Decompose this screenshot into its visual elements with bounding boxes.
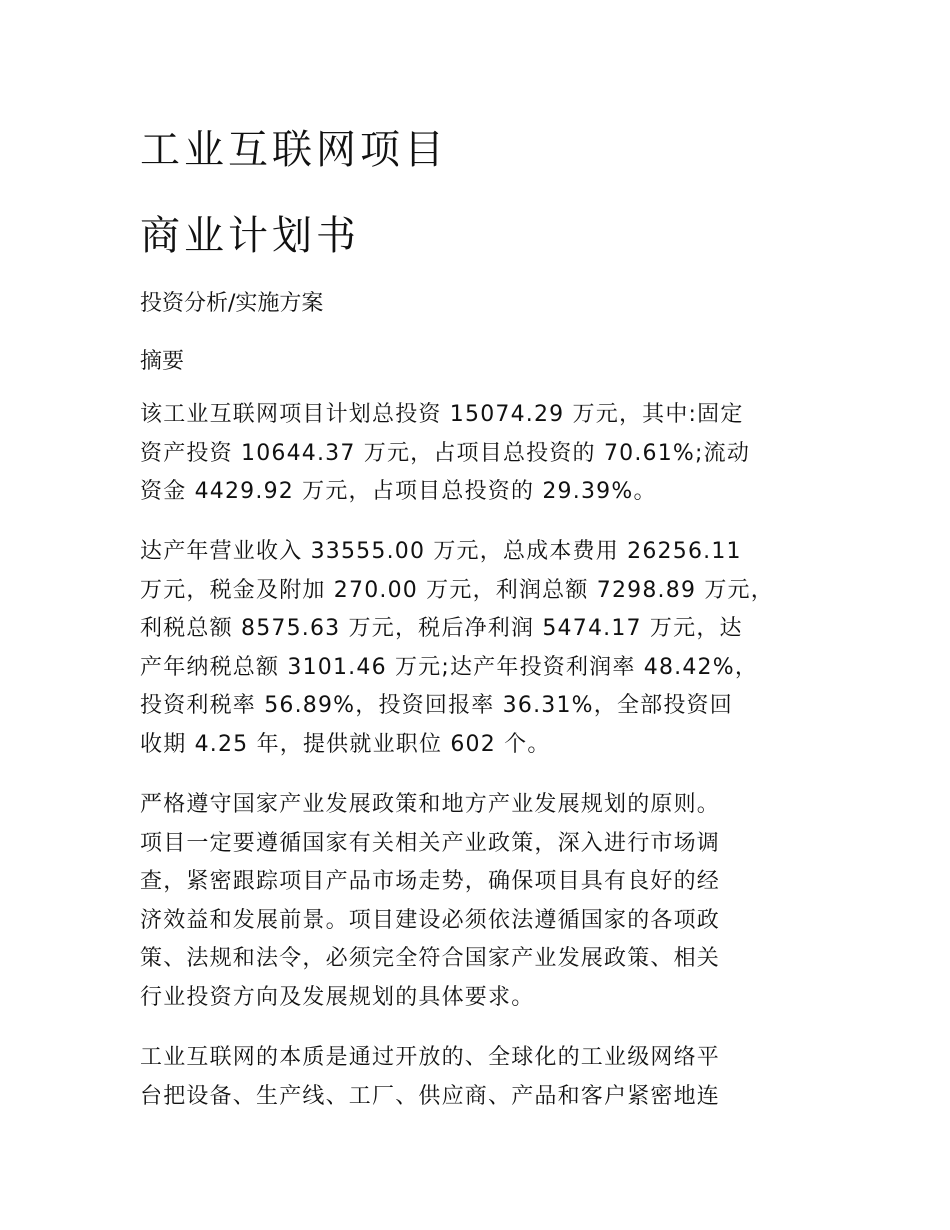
paragraph-line: 查，紧密跟踪项目产品市场走势，确保项目具有良好的经: [140, 869, 721, 894]
paragraph-line: 济效益和发展前景。项目建设必须依法遵循国家的各项政: [140, 907, 721, 933]
paragraph-line: 万元，税金及附加 270.00 万元，利润总额 7298.89 万元，: [140, 577, 774, 603]
paragraph-line: 严格遵守国家产业发展政策和地方产业发展规划的原则。: [140, 792, 721, 817]
paragraph-line: 投资利税率 56.89%，投资回报率 36.31%，全部投资回: [140, 693, 733, 718]
document-title-line-2: 商业计划书: [140, 213, 360, 259]
paragraph-industrial-internet-essence: [140, 1039, 830, 1116]
paragraph-line: 工业互联网的本质是通过开放的、全球化的工业级网络平: [140, 1045, 721, 1070]
document-title-line-1: 工业互联网项目: [140, 127, 448, 173]
paragraph-line: 产年纳税总额 3101.46 万元;达产年投资利润率 48.42%，: [140, 654, 759, 680]
paragraph-line: 该工业互联网项目计划总投资 15074.29 万元，其中:固定: [140, 402, 744, 427]
paragraph-investment-summary: [140, 396, 830, 512]
paragraph-line: 利税总额 8575.63 万元，税后净利润 5474.17 万元，达: [140, 616, 743, 641]
paragraph-line: 台把设备、生产线、工厂、供应商、产品和客户紧密地连: [140, 1083, 721, 1109]
paragraph-policy-principles: [140, 786, 830, 1017]
paragraph-line: 行业投资方向及发展规划的具体要求。: [140, 984, 535, 1010]
paragraph-line: 收期 4.25 年，提供就业职位 602 个。: [140, 731, 551, 757]
paragraph-line: 达产年营业收入 33555.00 万元，总成本费用 26256.11: [140, 539, 742, 564]
document-subtitle: 投资分析/实施方案: [140, 291, 324, 316]
paragraph-line: 资金 4429.92 万元，占项目总投资的 29.39%。: [140, 479, 657, 504]
paragraph-financial-indicators: [140, 533, 830, 764]
paragraph-line: 资产投资 10644.37 万元，占项目总投资的 70.61%;流动: [140, 440, 751, 466]
paragraph-line: 项目一定要遵循国家有关相关产业政策，深入进行市场调: [140, 830, 721, 856]
section-heading-abstract: 摘要: [140, 349, 185, 374]
paragraph-line: 策、法规和法令，必须完全符合国家产业发展政策、相关: [140, 946, 721, 971]
